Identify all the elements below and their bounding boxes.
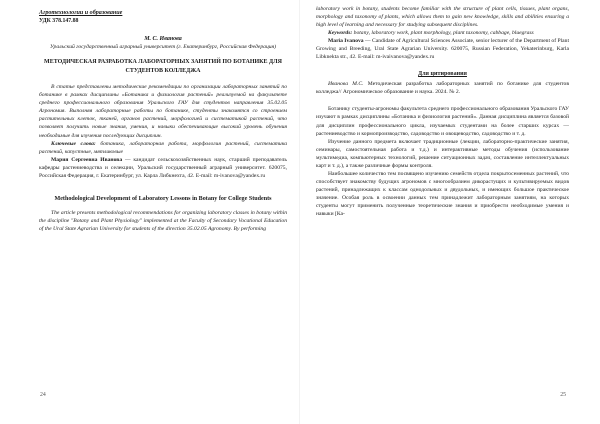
author-info-ru (39, 156, 287, 180)
abstract-ru: В статье представлены методические рекомендации по организации лабораторных занятий по ботанике в рамках дисциплины «Ботаника и физиология растений» реализуемой на факультете среднего профессионального образования Уральского ГАУ для студентов направления 35.02.05 Агрономия. Выполняя лабораторные работы по ботанике, студенты знакомятся со строением растительных клеток, тканей, органов растений, морфологией и систематикой растений, что позволяет получить новые знания, умения, и навыки обеспечивающие высокий уровень обучения необходимые для изучения последующих дисциплин. (39, 84, 287, 139)
citation (316, 80, 569, 96)
udk-code: УДК 378.147.88 (39, 18, 79, 24)
spacer (39, 180, 287, 189)
citation-author: Иванова М.С. (328, 81, 364, 88)
abstract-en-continued: laboratory work in botany, students become familiar with the structure of plant cells, tissues, plant organs, morphology and taxonomy of plants, which allows them to gain new knowledge, skills and abilities ensuring a high level of learning and necessary for studying subsequent disciplines. (316, 6, 569, 29)
page-number-right: 25 (560, 392, 566, 398)
article-title-ru: МЕТОДИЧЕСКАЯ РАЗРАБОТКА ЛАБОРАТОРНЫХ ЗАНЯТИЙ ПО БОТАНИКЕ ДЛЯ СТУДЕНТОВ КОЛЛЕДЖА (44, 59, 282, 74)
body-paragraph-3: Наибольшее количество тем посвящено изучению семейств отдела покрытосеменных растений, что способствует знакомству будущих агрономов с многообразием дикорастущих и культивируемых видов растений, принадлежащих к классам однодольных и двудольных, и имеющих большое практическое значение. Особая роль в освоении данных тем принадлежит лабораторным занятиям, на которых студенты могут применить полученные теоретические знания и приобрести необходимые умения и навыки [Ка- (316, 170, 569, 218)
article-author: М. С. Иванова (144, 36, 182, 42)
author-info-en (316, 37, 569, 61)
citation-heading: Для цитирования (418, 71, 467, 78)
author-affiliation: Уральский государственный аграрный университет (г. Екатеринбург, Российская Федерация) (49, 44, 277, 50)
keywords-ru (39, 140, 287, 156)
author-full-name: Мария Сергеевна Иванова (51, 156, 123, 163)
keywords-label-ru: Ключевые слова: (51, 140, 96, 147)
body-paragraph-1: Ботанику студенты-агрономы факультета среднего профессионального образования Уральского ГАУ изучают в рамках дисциплины «Ботаника и физиология растений». Данная дисциплина является базовой для дисциплин профессионального цикла, изучаемых студентами на более старших курсах — растениеводство и кормопроизводство, садоводство и овощеводство, садоводство и т. д. (316, 106, 569, 137)
keywords-text-en: botany, laboratory work, plant morphology, plant taxonomy, cabbage, bluegrass (353, 30, 534, 37)
citation-text: Методическая разработка лабораторных занятий по ботанике для студентов колледжа// Агрономическое образование и наука. 2024. № 2. (316, 81, 569, 96)
page-number-left: 24 (40, 392, 46, 398)
journal-section: Агротехнологии и образование (39, 10, 123, 16)
abstract-en: The article presents methodological recommendations for organizing laboratory classes in botany within the discipline "Botany and Plant Physiology" implemented at the Faculty of Secondary Vocational Education of the Ural State Agrarian University for students of the direction 35.02.05 Agronomy. By performing (39, 210, 287, 233)
author-bio-ru: — кандидат сельскохозяйственных наук, старший преподаватель кафедры растениеводства и селекции, Уральский государственный аграрный университет. 620075, Российская Федерация, г. Екатеринбург, ул. Карла Либкнехта, 42. E-mail: m-ivanova@yandex.ru (39, 156, 287, 179)
keywords-label-en: Keywords: (328, 30, 353, 37)
body-paragraph-2: Изучение данного предмета включает традиционные (лекции, лабораторно-практические занятия, семинары, самостоятельная работа и т.д.) и интерактивные методы обучения (использование мультимедиа, компьютерных технологий, решение ситуационных задач, составление интеллектуальных карт и т. д.), а также различные формы контроля. (316, 138, 569, 169)
spacer (316, 96, 569, 105)
right-page (300, 0, 600, 424)
keywords-text-ru: ботаника, лабораторная работа, морфология растений, систематика растений, капустные, мятликовые (39, 140, 287, 155)
author-bio-en: — Candidate of Agricultural Sciences Associate, senior lecturer of the Department of Plant Growing and Breeding, Ural State Agrarian University. 620075, Russian Federation, Yekaterinburg, Karla Libknekta str., 42. E-mail: m-ivaivanova@yandex.ru (316, 38, 569, 61)
article-title-en: Methodological Development of Laboratory Lessons in Botany for College Students (54, 195, 272, 202)
author-name-en: Maria Ivanova (328, 38, 364, 45)
keywords-en (316, 29, 569, 37)
